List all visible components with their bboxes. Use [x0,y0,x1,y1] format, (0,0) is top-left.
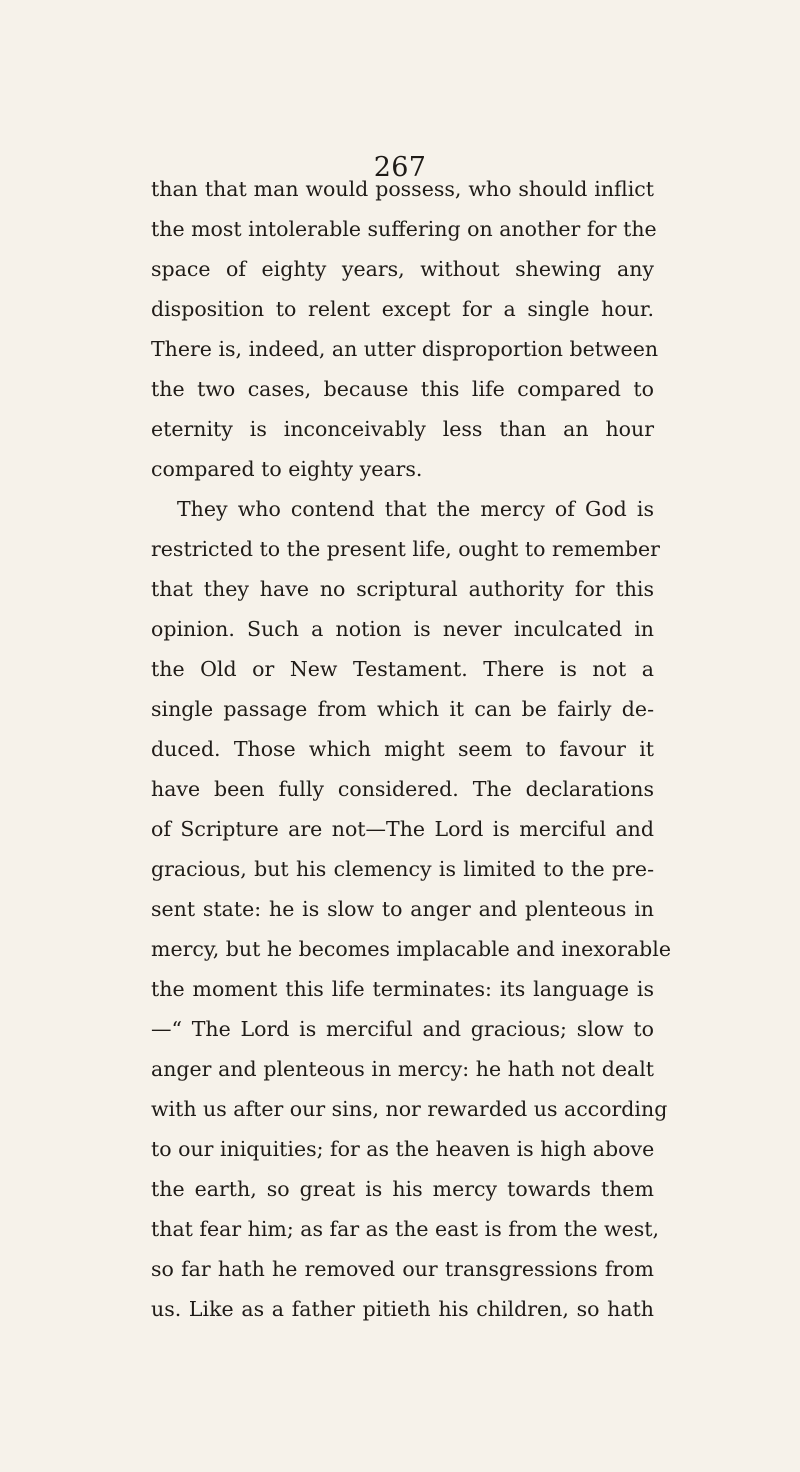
text-line: anger and plenteous in mercy: he hath not dealt [151,1057,654,1081]
text-line: the earth, so great is his mercy towards them [151,1177,654,1201]
text-line: that they have no scriptural authority for this [151,577,654,601]
text-line: disposition to relent except for a single hour. [151,297,654,321]
text-line: mercy, but he becomes implacable and inexorable [151,937,671,961]
paragraph-start-line: They who contend that the mercy of God is [177,497,654,521]
body-text [151,169,671,1329]
text-line: the moment this life terminates: its language is [151,977,654,1001]
text-line: restricted to the present life, ought to remember [151,537,660,561]
text-line: space of eighty years, without shewing any [151,257,654,281]
text-line: of Scripture are not—The Lord is merciful and [151,817,654,841]
text-line: eternity is inconceivably less than an hour [151,417,654,441]
text-line: —“ The Lord is merciful and gracious; slow to [151,1017,654,1041]
text-line: with us after our sins, nor rewarded us according [151,1097,668,1121]
text-line: There is, indeed, an utter disproportion between [151,337,659,361]
text-line: so far hath he removed our transgressions from [151,1257,654,1281]
text-line: opinion. Such a notion is never inculcated in [151,617,654,641]
text-line: sent state: he is slow to anger and plenteous in [151,897,654,921]
text-line: the most intolerable suffering on another for the [151,217,657,241]
page-number: 267 [373,152,427,183]
text-line: single passage from which it can be fairly de- [151,697,654,721]
text-line: than that man would possess, who should inflict [151,177,654,201]
text-line: to our iniquities; for as the heaven is high above [151,1137,655,1161]
text-line: the two cases, because this life compared to [151,377,654,401]
text-line: the Old or New Testament. There is not a [151,657,654,681]
text-line: have been fully considered. The declarations [151,777,654,801]
text-line: that fear him; as far as the east is from the west, [151,1217,659,1241]
text-line: gracious, but his clemency is limited to the pre- [151,857,654,881]
text-line: us. Like as a father pitieth his children, so hath [151,1297,654,1321]
text-line: compared to eighty years. [151,457,423,481]
text-line: duced. Those which might seem to favour it [151,737,654,761]
